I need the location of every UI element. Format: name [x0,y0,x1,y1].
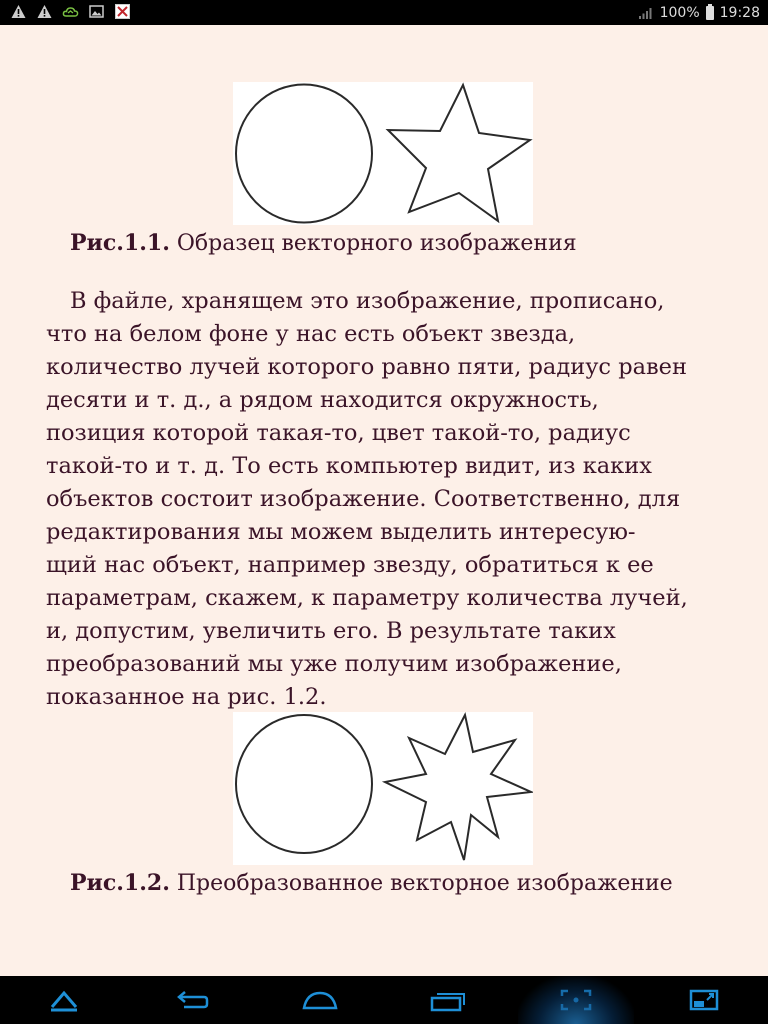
battery-icon [706,6,714,20]
figure-2-image [233,712,533,865]
five-point-star-shape [388,85,530,221]
home-outline-button[interactable] [288,976,352,1024]
warning-icon [36,3,53,20]
paragraph-line: параметрам, скажем, к параметру количества лучей, [46,585,688,611]
resize-window-button[interactable] [672,976,736,1024]
paragraph-line: десяти и т. д., а рядом находится окружность, [46,387,599,413]
home-icon [48,988,80,1012]
cloud-sync-icon [62,3,79,20]
nine-point-star-shape [385,715,531,860]
body-paragraph [46,285,736,714]
circle-shape [236,85,372,223]
figure-2-caption [70,868,760,899]
status-bar [0,0,768,25]
warning-icon [10,3,27,20]
recent-apps-icon [429,988,467,1012]
paragraph-line: такой-то и т. д. То есть компьютер видит, из каких [46,453,652,479]
paragraph-line: редактирования мы можем выделить интересую- [46,519,636,545]
battery-percent: 100% [659,4,700,21]
no-signal-app-icon [114,3,131,20]
status-right [638,0,760,25]
home-outline-icon [301,988,339,1012]
home-button[interactable] [32,976,96,1024]
figure-1-caption-text: Образец векторного изображения [169,231,577,256]
paragraph-line: объектов состоит изображение. Соответственно, для [46,486,681,512]
back-icon [174,988,210,1012]
figure-1-image [233,82,533,225]
back-button[interactable] [160,976,224,1024]
clock: 19:28 [719,4,760,21]
notification-icons [10,3,131,20]
paragraph-line: позиция которой такая-то, цвет такой-то, радиус [46,420,631,446]
figure-1-label: Рис.1.1. [70,230,170,256]
recent-apps-button[interactable] [416,976,480,1024]
paragraph-line: что на белом фоне у нас есть объект звезда, [46,321,576,347]
active-button-glow [518,976,634,1024]
signal-icon [638,6,654,20]
paragraph-line: количество лучей которого равно пяти, радиус равен [46,354,687,380]
paragraph-line: показанное на рис. 1.2. [46,684,327,710]
navigation-bar [0,976,768,1024]
paragraph-line: преобразований мы уже получим изображение, [46,651,622,677]
paragraph-line: В файле, хранящем это изображение, прописано, [70,288,665,314]
resize-window-icon [688,988,720,1012]
figure-1-caption [70,228,760,259]
paragraph-line: и, допустим, увеличить его. В результате таких [46,618,616,644]
figure-2-label: Рис.1.2. [70,870,170,896]
image-icon [88,3,105,20]
paragraph-line: щий нас объект, например звезду, обратиться к ее [46,552,654,578]
circle-shape [236,715,372,853]
figure-2-caption-text: Преобразованное векторное изображение [169,871,673,896]
